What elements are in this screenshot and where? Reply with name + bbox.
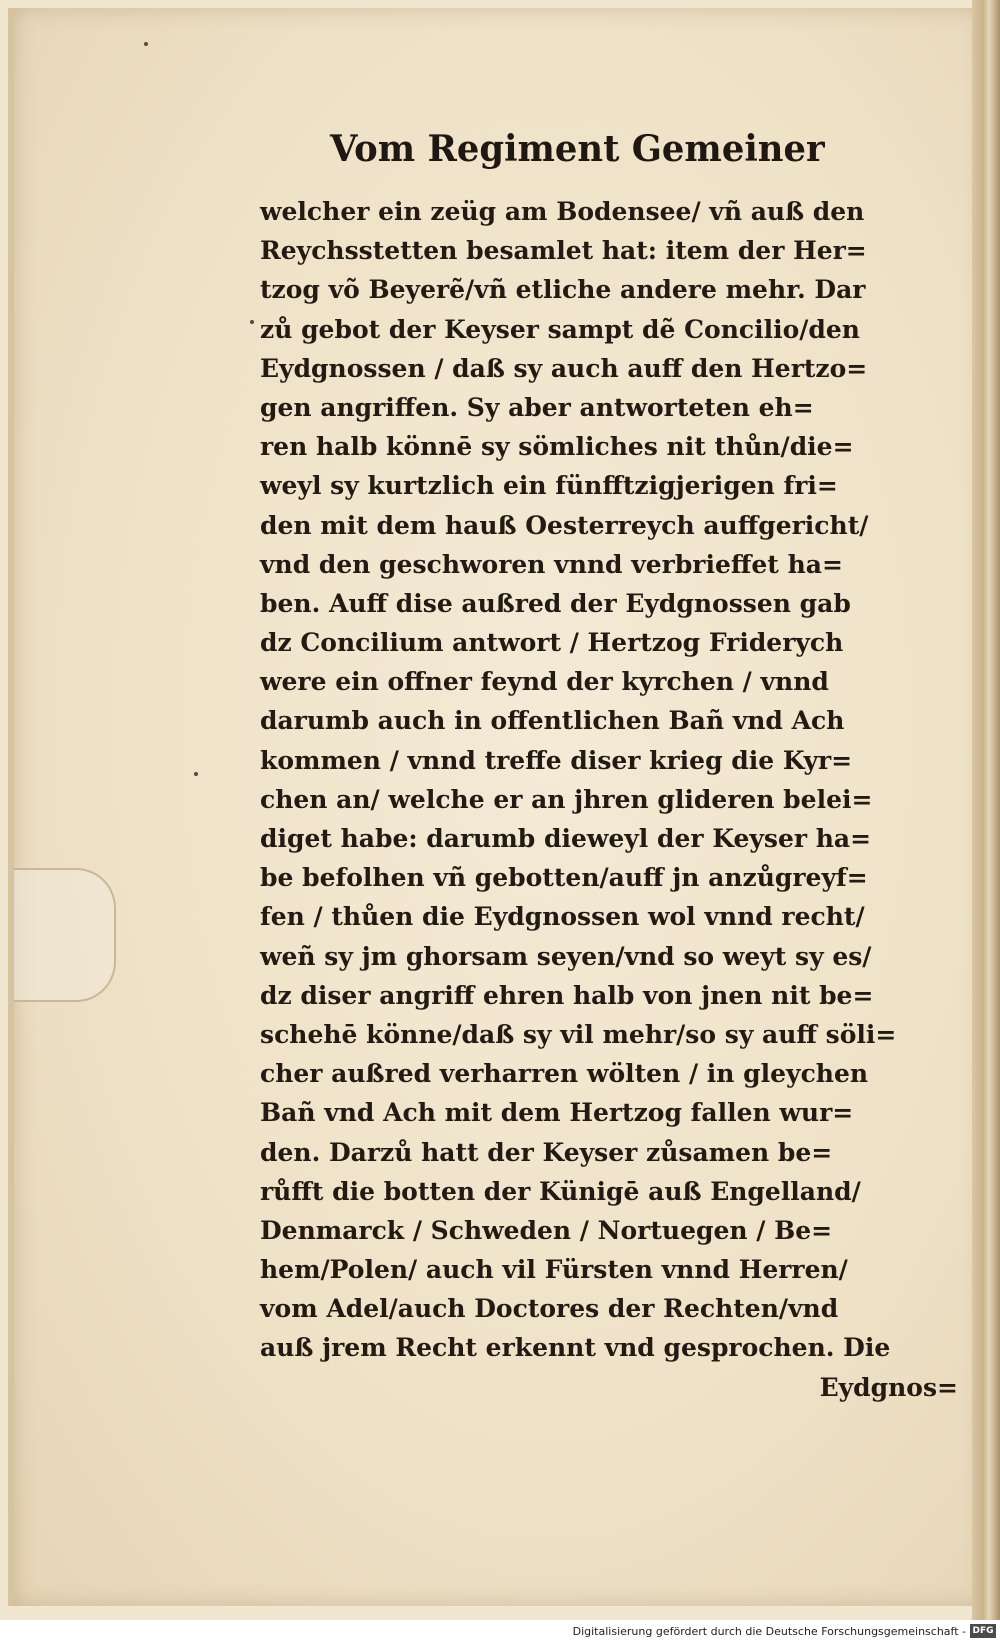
text-line: weñ sy jm ghorsam seyen/vnd so weyt sy es/ <box>260 941 872 971</box>
text-line: Eydgnossen / daß sy auch auff den Hertzo= <box>260 353 868 383</box>
text-line: vnd den geschworen vnnd verbrieffet ha= <box>260 549 843 579</box>
dfg-logo: DFG <box>970 1624 996 1638</box>
text-line: cher außred verharren wölten / in gleychen <box>260 1059 869 1089</box>
text-line: Reychsstetten besamlet hat: item der Her= <box>260 236 867 266</box>
text-line: ren halb könnē sy sömliches nit thůn/die= <box>260 432 854 462</box>
text-line: schehē könne/daß sy vil mehr/so sy auff söli= <box>260 1019 897 1049</box>
text-line: chen an/ welche er an jhren glideren belei= <box>260 784 873 814</box>
text-line: tzog võ Beyerẽ/vñ etliche andere mehr. Dar <box>260 275 866 305</box>
text-line: zů gebot der Keyser sampt dẽ Concilio/den <box>260 314 860 344</box>
text-line: gen angriffen. Sy aber antworteten eh= <box>260 392 814 422</box>
text-line: auß jrem Recht erkennt vnd gesprochen. Die <box>260 1333 891 1363</box>
text-line: kommen / vnnd treffe diser krieg die Kyr= <box>260 745 853 775</box>
paper-speck <box>144 42 148 46</box>
text-line: ben. Auff dise außred der Eydgnossen gab <box>260 588 851 618</box>
text-line: vom Adel/auch Doctores der Rechten/vnd <box>260 1294 839 1324</box>
text-line: Denmarck / Schweden / Nortuegen / Be= <box>260 1215 833 1245</box>
body-text <box>260 192 980 1407</box>
text-line: den mit dem hauß Oesterreych auffgericht/ <box>260 510 869 540</box>
text-line: Bañ vnd Ach mit dem Hertzog fallen wur= <box>260 1098 854 1128</box>
text-line: hem/Polen/ auch vil Fürsten vnnd Herren/ <box>260 1255 848 1285</box>
paper-speck <box>250 320 254 324</box>
text-line: darumb auch in offentlichen Bañ vnd Ach <box>260 706 845 736</box>
text-line: weyl sy kurtzlich ein fünfftzigjerigen fri= <box>260 471 838 501</box>
text-line: welcher ein zeüg am Bodensee/ vñ auß den <box>260 197 865 226</box>
text-line: růfft die botten der Künigē auß Engelland/ <box>260 1176 861 1206</box>
thumb-tab-mark <box>14 868 116 1002</box>
running-title: Vom Regiment Gemeiner <box>330 128 825 170</box>
text-line: diget habe: darumb dieweyl der Keyser ha= <box>260 824 872 853</box>
funding-credit: Digitalisierung gefördert durch die Deutsche Forschungsgemeinschaft - <box>572 1625 966 1638</box>
text-line: fen / thůen die Eydgnossen wol vnnd recht/ <box>260 902 865 932</box>
text-line: be befolhen vñ gebotten/auff jn anzůgreyf= <box>260 863 868 893</box>
text-line: den. Darzů hatt der Keyser zůsamen be= <box>260 1137 833 1167</box>
text-line: dz diser angriff ehren halb von jnen nit be= <box>260 980 874 1010</box>
footer-bar <box>0 1620 1000 1645</box>
paper-speck <box>194 772 198 776</box>
text-line: were ein offner feynd der kyrchen / vnnd <box>260 667 829 697</box>
catchword: Eydgnos= <box>819 1372 958 1402</box>
text-line: dz Concilium antwort / Hertzog Friderych <box>260 628 844 658</box>
